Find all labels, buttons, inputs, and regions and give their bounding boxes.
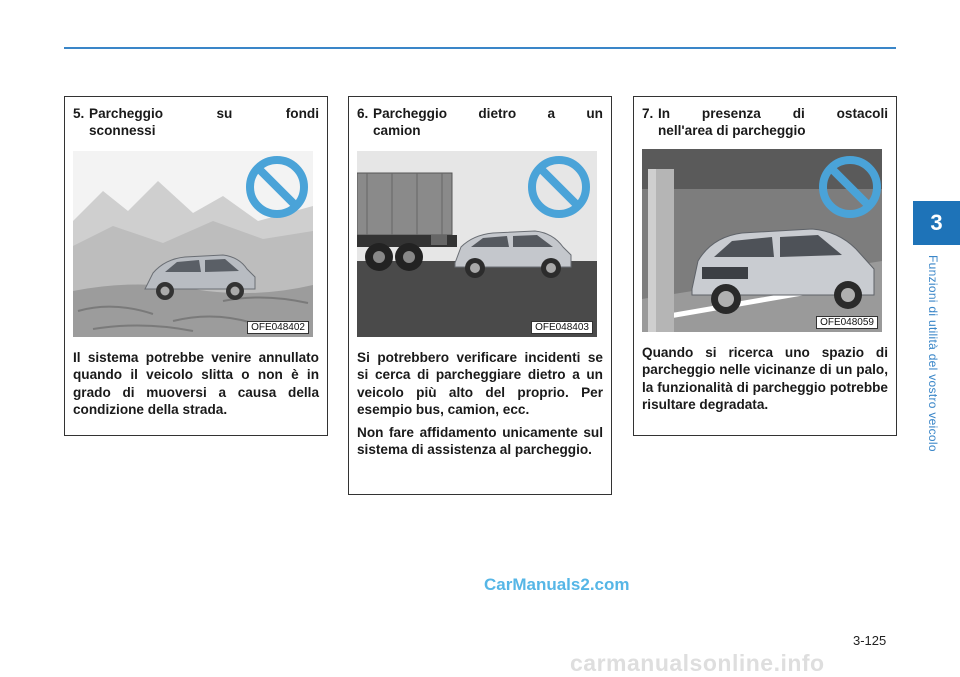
page-number: 3-125 [853,633,887,648]
watermark-link[interactable]: CarManuals2.com [484,575,630,594]
section-body: Il sistema potrebbe venire annullato quando il veicolo slitta o non è in grado di muoversi a causa della condizione della strada. [73,350,319,417]
figure-code: OFE048403 [531,321,593,334]
illustration-obstacles-drawing [642,149,882,332]
section-title [89,105,319,139]
site-watermark: carmanualsonline.info [570,650,825,676]
header-rule [64,47,896,49]
chapter-title: Funzioni di utilità del vostro veicolo [926,255,940,452]
section-obstacles [633,96,897,436]
section-uneven-ground [64,96,328,436]
section-heading [73,105,319,139]
illustration-uneven-ground [73,151,313,337]
section-behind-truck [348,96,612,495]
section-number: 7. [642,106,654,121]
section-body-note: Non fare affidamento unicamente sul sistema di assistenza al parcheggio. [357,425,603,458]
section-title-line2: camion [373,123,421,138]
section-body: Si potrebbero verificare incidenti se si cerca di parcheggiare dietro a un veicolo più alto del proprio. Per esempio bus, camion, ecc. [357,350,603,417]
section-number: 6. [357,106,369,121]
section-number: 5. [73,106,85,121]
figure-code: OFE048059 [816,316,878,329]
section-heading [642,105,888,139]
section-title-line1: Parcheggio dietro a un [373,106,603,121]
illustration-uneven-ground-drawing [73,151,313,337]
illustration-behind-truck-drawing [357,151,597,337]
section-title [373,105,603,139]
illustration-behind-truck [357,151,597,337]
section-heading [357,105,603,139]
figure-code: OFE048402 [247,321,309,334]
section-title [658,105,888,139]
section-body: Quando si ricerca uno spazio di parcheggio nelle vicinanze di un palo, la funzionalità di parcheggio potrebbe risultare degradata. [642,345,888,412]
chapter-number-tab[interactable]: 3 [913,201,960,245]
illustration-obstacles [642,149,882,332]
section-title-line1: Parcheggio su fondi [89,106,319,121]
section-title-line2: sconnessi [89,123,156,138]
section-title-line2: nell'area di parcheggio [658,123,806,138]
section-title-line1: In presenza di ostacoli [658,106,888,121]
